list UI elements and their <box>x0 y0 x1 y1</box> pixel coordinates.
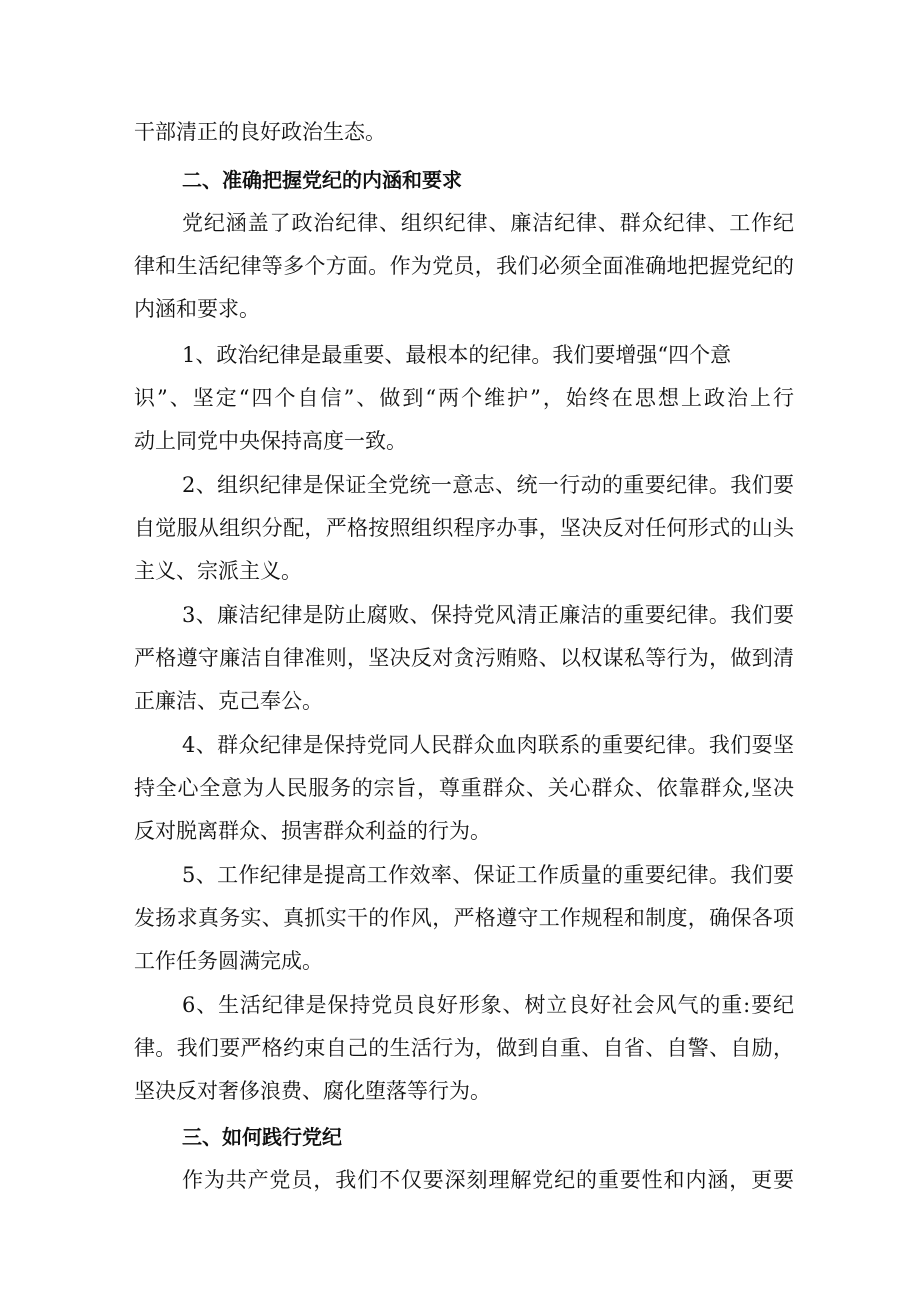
text-line: 反对脱离群众、损害群众利益的行为。 <box>134 819 491 843</box>
text-line: 识”、坚定“四个自信”、做到“两个维护”，始终在思想上政治上行 <box>134 386 794 410</box>
text-line: 主义、宗派主义。 <box>134 559 302 583</box>
text-line: 动上同党中央保持高度一致。 <box>134 429 407 453</box>
text-line: 4、群众纪律是保持党同人民群众血肉联系的重要纪律。我们耍坚 <box>182 733 794 757</box>
text-line: 5、工作纪律是提高工作效率、保证工作质量的重要纪律。我们要 <box>182 863 794 887</box>
text-line: 律。我们要严格约束自己的生活行为，做到自重、自省、自警、自励， <box>134 1036 794 1060</box>
text-line: 律和生活纪律等多个方面。作为党员，我们必须全面准确地把握党纪的 <box>134 254 794 278</box>
text-line: 6、生活纪律是保持党员良好形象、树立良好社会风气的重:要纪 <box>182 993 794 1017</box>
text-line: 干部清正的良好政治生态。 <box>134 120 386 144</box>
text-line: 严格遵守廉洁自律准则，坚决反对贪污贿赂、以权谋私等行为，做到清 <box>134 646 794 670</box>
text-line: 正廉洁、克己奉公。 <box>134 689 323 713</box>
text-line: 工作任务圆满完成。 <box>134 949 323 973</box>
text-line: 内涵和要求。 <box>134 297 260 321</box>
text-line: 持全心全意为人民服务的宗旨，尊重群众、关心群众、依靠群众,坚决 <box>134 776 794 800</box>
text-line: 3、廉洁纪律是防止腐败、保持党风清正廉洁的重要纪律。我们要 <box>182 603 794 627</box>
text-line: 自觉服从组织分配，严格按照组织程序办事，坚决反对任何形式的山头 <box>134 516 794 540</box>
text-line: 发扬求真务实、真抓实干的作风，严格遵守工作规程和制度，确保各项 <box>134 906 794 930</box>
section-heading: 二、准确把握党纪的内涵和要求 <box>182 168 462 192</box>
text-line: 坚决反对奢侈浪费、腐化堕落等行为。 <box>134 1079 491 1103</box>
text-line: 1、政治纪律是最重要、最根本的纪律。我们要增强“四个意 <box>182 343 732 367</box>
text-line: 党纪涵盖了政治纪律、组织纪律、廉洁纪律、群众纪律、工作纪 <box>182 211 794 235</box>
text-line: 2、组织纪律是保证全党统一意志、统一行动的重要纪律。我们要 <box>182 473 794 497</box>
text-line: 作为共产党员，我们不仅要深刻理解党纪的重要性和内涵，更要 <box>182 1168 794 1192</box>
section-heading: 三、如何践行党纪 <box>182 1125 342 1149</box>
